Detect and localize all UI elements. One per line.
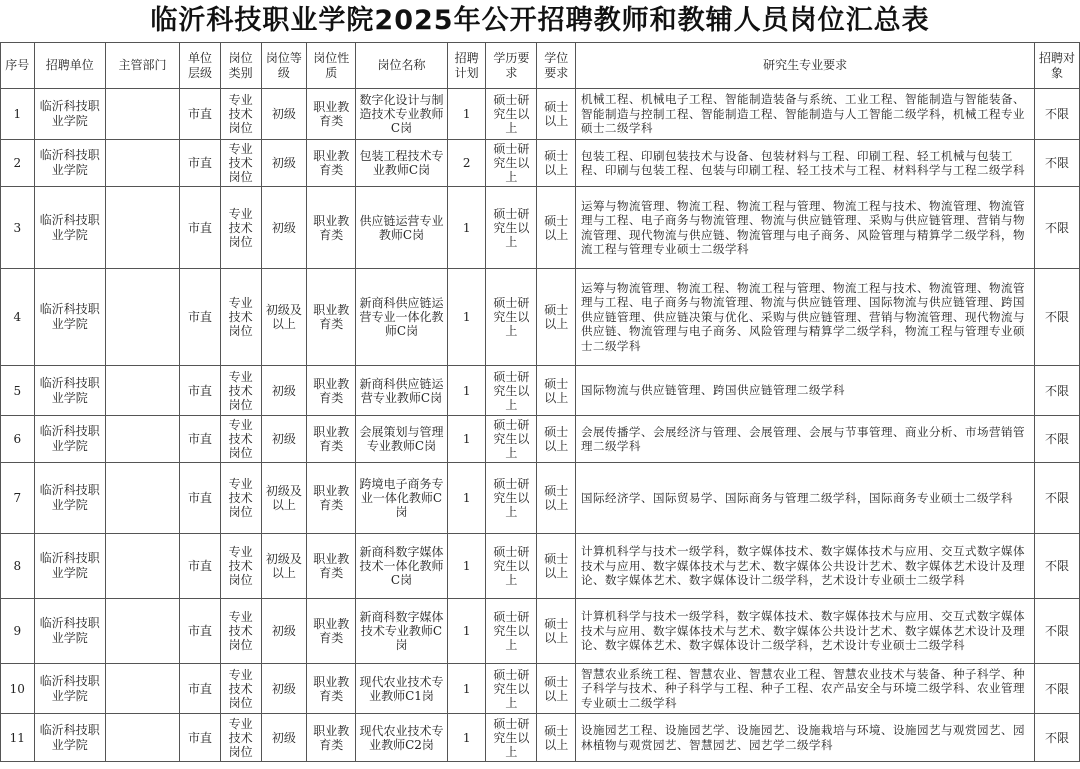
- header-cell: 岗位类别: [220, 43, 261, 89]
- degree-cell: 硕士以上: [537, 187, 576, 269]
- education-cell: 硕士研究生以上: [486, 599, 537, 664]
- major-cell: 机械工程、机械电子工程、智能制造装备与系统、工业工程、智能制造与智能装备、智能制造与控制工程、智能制造工程、智能制造与人工智能二级学科，机械工程专业硕士二级学科: [576, 89, 1035, 140]
- dept-cell: [105, 534, 179, 599]
- target-cell: 不限: [1035, 463, 1080, 534]
- plan-cell: 1: [447, 463, 486, 534]
- unit-cell: 临沂科技职业学院: [34, 187, 105, 269]
- education-cell: 硕士研究生以上: [486, 89, 537, 140]
- serial-cell: 11: [1, 714, 35, 762]
- dept-cell: [105, 140, 179, 187]
- serial-cell: 1: [1, 89, 35, 140]
- nature-cell: 职业教育类: [307, 269, 356, 366]
- dept-cell: [105, 269, 179, 366]
- header-cell: 招聘计划: [447, 43, 486, 89]
- education-cell: 硕士研究生以上: [486, 269, 537, 366]
- grade-cell: 初级: [261, 416, 307, 463]
- major-cell: 国际物流与供应链管理、跨国供应链管理二级学科: [576, 366, 1035, 416]
- major-cell: 会展传播学、会展经济与管理、会展管理、会展与节事管理、商业分析、市场营销管理二级学科: [576, 416, 1035, 463]
- post-name-cell: 新商科供应链运营专业教师C岗: [356, 366, 448, 416]
- target-cell: 不限: [1035, 599, 1080, 664]
- target-cell: 不限: [1035, 714, 1080, 762]
- target-cell: 不限: [1035, 269, 1080, 366]
- major-cell: 运筹与物流管理、物流工程、物流工程与管理、物流工程与技术、物流管理、物流管理与工程、电子商务与物流管理、物流与供应链管理、采购与供应链管理、营销与物流管理、现代物流与供应链、物流管理与电子商务、风险管理与精算学二级学科，物流工程与管理专业硕士二级学科: [576, 187, 1035, 269]
- education-cell: 硕士研究生以上: [486, 534, 537, 599]
- target-cell: 不限: [1035, 89, 1080, 140]
- serial-cell: 8: [1, 534, 35, 599]
- dept-cell: [105, 664, 179, 714]
- table-row: [1, 714, 1080, 762]
- education-cell: 硕士研究生以上: [486, 187, 537, 269]
- category-cell: 专业技术岗位: [220, 599, 261, 664]
- degree-cell: 硕士以上: [537, 463, 576, 534]
- nature-cell: 职业教育类: [307, 664, 356, 714]
- header-cell: 岗位性质: [307, 43, 356, 89]
- unit-cell: 临沂科技职业学院: [34, 269, 105, 366]
- unit-cell: 临沂科技职业学院: [34, 534, 105, 599]
- table-row: [1, 140, 1080, 187]
- unit-cell: 临沂科技职业学院: [34, 599, 105, 664]
- unit-cell: 临沂科技职业学院: [34, 416, 105, 463]
- nature-cell: 职业教育类: [307, 89, 356, 140]
- plan-cell: 1: [447, 534, 486, 599]
- header-cell: 研究生专业要求: [576, 43, 1035, 89]
- category-cell: 专业技术岗位: [220, 89, 261, 140]
- header-cell: 招聘对象: [1035, 43, 1080, 89]
- grade-cell: 初级: [261, 366, 307, 416]
- post-name-cell: 新商科数字媒体技术一体化教师C岗: [356, 534, 448, 599]
- level-cell: 市直: [180, 664, 221, 714]
- level-cell: 市直: [180, 140, 221, 187]
- plan-cell: 1: [447, 714, 486, 762]
- target-cell: 不限: [1035, 366, 1080, 416]
- serial-cell: 3: [1, 187, 35, 269]
- major-cell: 设施园艺工程、设施园艺学、设施园艺、设施栽培与环境、设施园艺与观赏园艺、园林植物与观赏园艺、智慧园艺、园艺学二级学科: [576, 714, 1035, 762]
- header-cell: 学历要求: [486, 43, 537, 89]
- major-cell: 运筹与物流管理、物流工程、物流工程与管理、物流工程与技术、物流管理、物流管理与工程、电子商务与物流管理、物流与供应链管理、国际物流与供应链管理、跨国供应链管理、供应链决策与优化、采购与供应链管理、营销与物流管理、现代物流与供应链、物流管理与电子商务、风险管理与精算学二级学科，物流工程与管理专业硕士二级学科: [576, 269, 1035, 366]
- header-cell: 岗位名称: [356, 43, 448, 89]
- dept-cell: [105, 89, 179, 140]
- header-cell: 岗位等级: [261, 43, 307, 89]
- nature-cell: 职业教育类: [307, 187, 356, 269]
- post-name-cell: 新商科数字媒体技术专业教师C岗: [356, 599, 448, 664]
- degree-cell: 硕士以上: [537, 269, 576, 366]
- grade-cell: 初级及以上: [261, 463, 307, 534]
- degree-cell: 硕士以上: [537, 89, 576, 140]
- category-cell: 专业技术岗位: [220, 664, 261, 714]
- education-cell: 硕士研究生以上: [486, 140, 537, 187]
- post-name-cell: 数字化设计与制造技术专业教师C岗: [356, 89, 448, 140]
- serial-cell: 2: [1, 140, 35, 187]
- degree-cell: 硕士以上: [537, 366, 576, 416]
- level-cell: 市直: [180, 89, 221, 140]
- education-cell: 硕士研究生以上: [486, 664, 537, 714]
- plan-cell: 1: [447, 664, 486, 714]
- level-cell: 市直: [180, 416, 221, 463]
- target-cell: 不限: [1035, 140, 1080, 187]
- dept-cell: [105, 714, 179, 762]
- major-cell: 计算机科学与技术一级学科，数字媒体技术、数字媒体技术与应用、交互式数字媒体技术与应用、数字媒体技术与艺术、数字媒体公共设计艺术、数字媒体艺术设计及理论、数字媒体艺术、数字媒体设计二级学科，艺术设计专业硕士二级学科: [576, 599, 1035, 664]
- serial-cell: 7: [1, 463, 35, 534]
- serial-cell: 10: [1, 664, 35, 714]
- table-row: [1, 187, 1080, 269]
- grade-cell: 初级: [261, 599, 307, 664]
- degree-cell: 硕士以上: [537, 416, 576, 463]
- post-name-cell: 新商科供应链运营专业一体化教师C岗: [356, 269, 448, 366]
- education-cell: 硕士研究生以上: [486, 416, 537, 463]
- serial-cell: 9: [1, 599, 35, 664]
- plan-cell: 1: [447, 366, 486, 416]
- unit-cell: 临沂科技职业学院: [34, 140, 105, 187]
- table-row: [1, 599, 1080, 664]
- post-name-cell: 供应链运营专业教师C岗: [356, 187, 448, 269]
- major-cell: 智慧农业系统工程、智慧农业、智慧农业工程、智慧农业技术与装备、种子科学、种子科学与技术、种子科学与工程、种子工程、农产品安全与环境二级学科、农业管理专业硕士二级学科: [576, 664, 1035, 714]
- major-cell: 计算机科学与技术一级学科，数字媒体技术、数字媒体技术与应用、交互式数字媒体技术与应用、数字媒体技术与艺术、数字媒体公共设计艺术、数字媒体艺术设计及理论、数字媒体艺术、数字媒体设计二级学科，艺术设计专业硕士二级学科: [576, 534, 1035, 599]
- level-cell: 市直: [180, 714, 221, 762]
- plan-cell: 1: [447, 599, 486, 664]
- degree-cell: 硕士以上: [537, 534, 576, 599]
- nature-cell: 职业教育类: [307, 463, 356, 534]
- table-row: [1, 366, 1080, 416]
- level-cell: 市直: [180, 534, 221, 599]
- header-cell: 学位要求: [537, 43, 576, 89]
- serial-cell: 4: [1, 269, 35, 366]
- post-name-cell: 现代农业技术专业教师C2岗: [356, 714, 448, 762]
- category-cell: 专业技术岗位: [220, 269, 261, 366]
- level-cell: 市直: [180, 187, 221, 269]
- category-cell: 专业技术岗位: [220, 366, 261, 416]
- target-cell: 不限: [1035, 534, 1080, 599]
- serial-cell: 5: [1, 366, 35, 416]
- unit-cell: 临沂科技职业学院: [34, 664, 105, 714]
- serial-cell: 6: [1, 416, 35, 463]
- dept-cell: [105, 599, 179, 664]
- table-header-row: [1, 43, 1080, 89]
- table-body: [1, 89, 1080, 762]
- category-cell: 专业技术岗位: [220, 140, 261, 187]
- target-cell: 不限: [1035, 664, 1080, 714]
- degree-cell: 硕士以上: [537, 599, 576, 664]
- category-cell: 专业技术岗位: [220, 187, 261, 269]
- nature-cell: 职业教育类: [307, 714, 356, 762]
- category-cell: 专业技术岗位: [220, 714, 261, 762]
- major-cell: 国际经济学、国际贸易学、国际商务与管理二级学科，国际商务专业硕士二级学科: [576, 463, 1035, 534]
- table-row: [1, 534, 1080, 599]
- dept-cell: [105, 187, 179, 269]
- nature-cell: 职业教育类: [307, 599, 356, 664]
- unit-cell: 临沂科技职业学院: [34, 714, 105, 762]
- education-cell: 硕士研究生以上: [486, 714, 537, 762]
- post-name-cell: 会展策划与管理专业教师C岗: [356, 416, 448, 463]
- unit-cell: 临沂科技职业学院: [34, 463, 105, 534]
- nature-cell: 职业教育类: [307, 140, 356, 187]
- plan-cell: 1: [447, 269, 486, 366]
- target-cell: 不限: [1035, 416, 1080, 463]
- nature-cell: 职业教育类: [307, 366, 356, 416]
- post-name-cell: 包装工程技术专业教师C岗: [356, 140, 448, 187]
- table-row: [1, 89, 1080, 140]
- unit-cell: 临沂科技职业学院: [34, 89, 105, 140]
- major-cell: 包装工程、印刷包装技术与设备、包装材料与工程、印刷工程、轻工机械与包装工程、印刷与包装工程、包装与印刷工程、轻工技术与工程、材料科学与工程二级学科: [576, 140, 1035, 187]
- dept-cell: [105, 366, 179, 416]
- post-name-cell: 现代农业技术专业教师C1岗: [356, 664, 448, 714]
- grade-cell: 初级: [261, 187, 307, 269]
- degree-cell: 硕士以上: [537, 664, 576, 714]
- dept-cell: [105, 463, 179, 534]
- plan-cell: 1: [447, 187, 486, 269]
- category-cell: 专业技术岗位: [220, 416, 261, 463]
- header-cell: 主管部门: [105, 43, 179, 89]
- grade-cell: 初级: [261, 89, 307, 140]
- plan-cell: 1: [447, 416, 486, 463]
- category-cell: 专业技术岗位: [220, 534, 261, 599]
- level-cell: 市直: [180, 463, 221, 534]
- grade-cell: 初级: [261, 140, 307, 187]
- level-cell: 市直: [180, 366, 221, 416]
- education-cell: 硕士研究生以上: [486, 366, 537, 416]
- degree-cell: 硕士以上: [537, 140, 576, 187]
- table-row: [1, 664, 1080, 714]
- page-title: 临沂科技职业学院2025年公开招聘教师和教辅人员岗位汇总表: [150, 5, 930, 36]
- header-cell: 单位层级: [180, 43, 221, 89]
- level-cell: 市直: [180, 599, 221, 664]
- dept-cell: [105, 416, 179, 463]
- table-row: [1, 416, 1080, 463]
- table-row: [1, 463, 1080, 534]
- grade-cell: 初级及以上: [261, 269, 307, 366]
- target-cell: 不限: [1035, 187, 1080, 269]
- unit-cell: 临沂科技职业学院: [34, 366, 105, 416]
- level-cell: 市直: [180, 269, 221, 366]
- education-cell: 硕士研究生以上: [486, 463, 537, 534]
- grade-cell: 初级及以上: [261, 534, 307, 599]
- post-name-cell: 跨境电子商务专业一体化教师C岗: [356, 463, 448, 534]
- nature-cell: 职业教育类: [307, 416, 356, 463]
- degree-cell: 硕士以上: [537, 714, 576, 762]
- grade-cell: 初级: [261, 714, 307, 762]
- header-cell: 序号: [1, 43, 35, 89]
- header-cell: 招聘单位: [34, 43, 105, 89]
- plan-cell: 1: [447, 89, 486, 140]
- table-row: [1, 269, 1080, 366]
- grade-cell: 初级: [261, 664, 307, 714]
- category-cell: 专业技术岗位: [220, 463, 261, 534]
- recruitment-table: [0, 42, 1080, 762]
- nature-cell: 职业教育类: [307, 534, 356, 599]
- plan-cell: 2: [447, 140, 486, 187]
